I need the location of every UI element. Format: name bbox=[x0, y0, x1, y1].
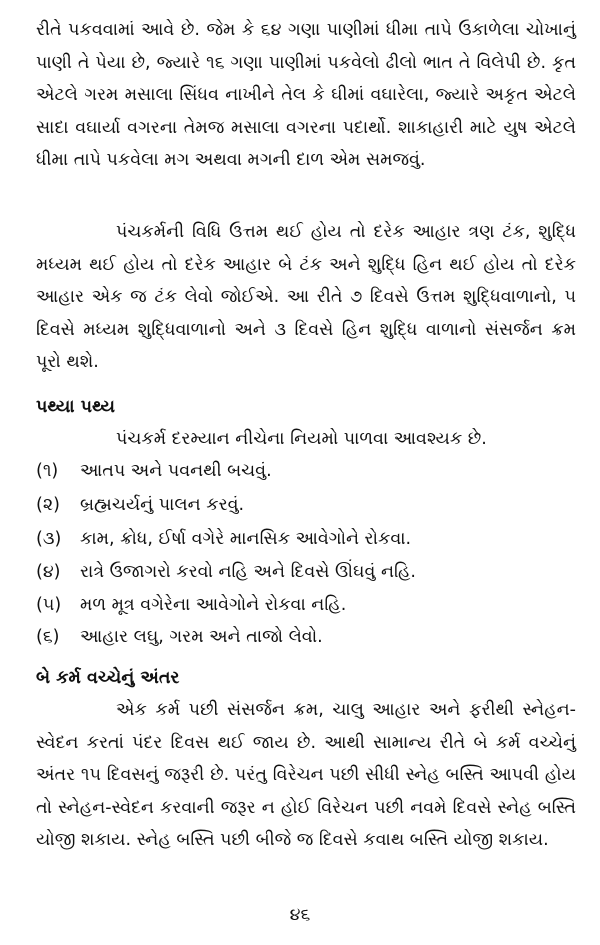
list-number: (૫) bbox=[36, 595, 62, 615]
heading-pathya-apathya: પથ્યા પથ્ય bbox=[36, 397, 115, 417]
list-text: રાત્રે ઉજાગરો કરવો નહિ અને દિવસે ઊંઘવું નહિ. bbox=[80, 562, 416, 582]
list-item bbox=[36, 456, 272, 486]
paragraph-gap-explanation: એક કર્મ પછી સંસર્જન ક્રમ, ચાલુ આહાર અને ફરીથી સ્નેહન-સ્વેદન કરતાં પંદર દિવસ થઈ જાય છે. આથી સામાન્ય રીતે બે કર્મ વચ્ચેનું અંતર ૧૫ દિવસનું જરૂરી છે. પરંતુ વિરેચન પછી સીધી સ્નેહ બસ્તિ આપવી હોય તો સ્નેહન-સ્વેદન કરવાની જરૂર ન હોઈ વિરેચન પછી નવમે દિવસે સ્નેહ બસ્તિ યોજી શકાય. સ્નેહ બસ્તિ પછી બીજે જ દિવસે કવાથ બસ્તિ યોજી શકાય. bbox=[36, 700, 576, 850]
paragraph-diet-by-purification: પંચકર્મની વિધિ ઉત્તમ થઈ હોય તો દરેક આહાર ત્રણ ટંક, શુદ્ધિ મધ્યમ થઈ હોય તો દરેક આહાર બે ટંક અને શુદ્ધિ હિન થઈ હોય તો દરેક આહાર એક જ ટંક લેવો જોઈએ. આ રીતે ૭ દિવસે ઉત્તમ શુદ્ધિવાળાનો, ૫ દિવસે મધ્યમ શુદ્ધિવાળાનો અને ૩ દિવસે હિન શુદ્ધિ વાળાનો સંસર્જન ક્રમ પૂરો થશે. bbox=[36, 222, 576, 372]
list-item bbox=[36, 490, 244, 520]
paragraph-rules-intro: પંચકર્મ દરમ્યાન નીચેના નિયમો પાળવા આવશ્યક છે. bbox=[116, 429, 487, 449]
paragraph-food-types: રીતે પકવવામાં આવે છે. જેમ કે ૬૪ ગણા પાણીમાં ધીમા તાપે ઉકાળેલા ચોખાનું પાણી તે પેયા છે, જ્યારે ૧૬ ગણા પાણીમાં પકવેલો ઢીલો ભાત તે વિલેપી છે. કૃત એટલે ગરમ મસાલા સિંધવ નાખીને તેલ કે ઘીમાં વઘારેલા, જ્યારે અકૃત એટલે સાદા વઘાર્યા વગરના તેમજ મસાલા વગરના પદાર્થો. શાકાહારી માટે યુષ એટલે ધીમા તાપે પકવેલા મગ અથવા મગની દાળ એમ સમજવું. bbox=[36, 20, 576, 170]
list-item bbox=[36, 622, 323, 652]
page-number: ૪૬ bbox=[289, 905, 311, 925]
list-item bbox=[36, 557, 416, 587]
list-text: આહાર લઘુ, ગરમ અને તાજો લેવો. bbox=[80, 627, 323, 647]
list-text: કામ, ક્રોધ, ઈર્ષા વગેરે માનસિક આવેગોને રોકવા. bbox=[80, 529, 412, 549]
list-item bbox=[36, 590, 346, 620]
list-number: (૩) bbox=[36, 529, 62, 549]
list-text: આતપ અને પવનથી બચવું. bbox=[80, 461, 272, 481]
list-number: (૬) bbox=[36, 627, 60, 647]
heading-gap-between-karmas: બે કર્મ વચ્ચેનું અંતર bbox=[36, 668, 180, 688]
list-text: બ્રહ્મચર્યનું પાલન કરવું. bbox=[80, 495, 245, 515]
list-number: (૨) bbox=[36, 495, 60, 515]
list-number: (૧) bbox=[36, 461, 59, 481]
list-number: (૪) bbox=[36, 562, 61, 582]
list-text: મળ મૂત્ર વગેરેના આવેગોને રોકવા નહિ. bbox=[80, 595, 347, 615]
list-item bbox=[36, 524, 411, 554]
